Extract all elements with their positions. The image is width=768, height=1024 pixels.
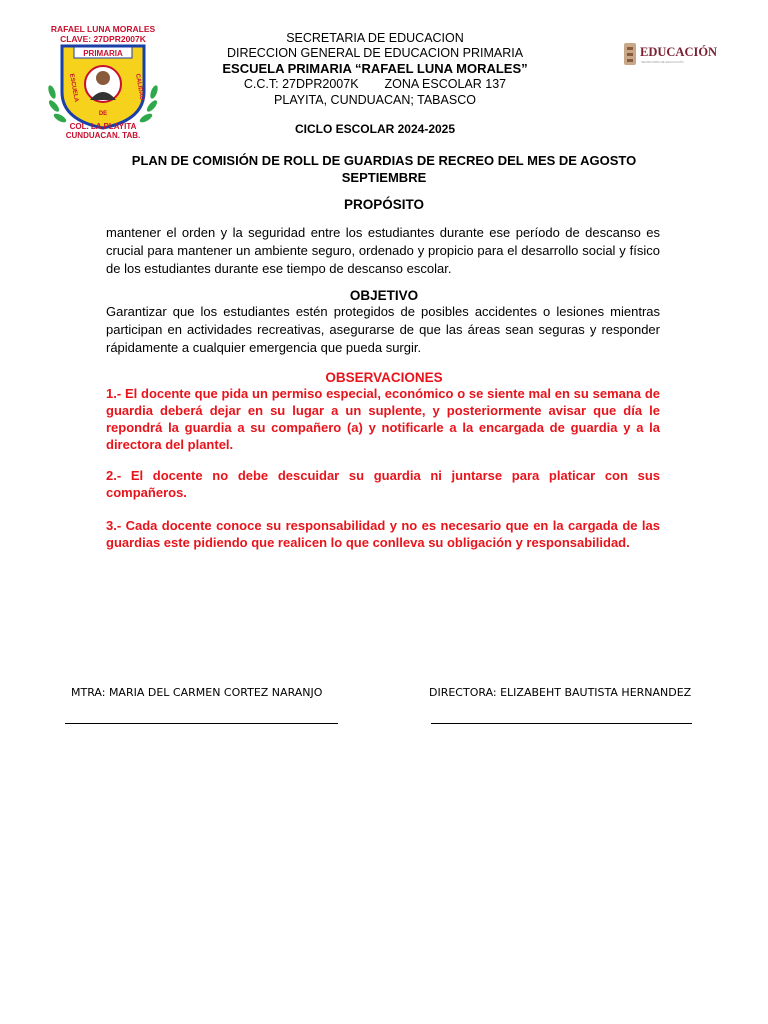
proposito-heading: PROPÓSITO xyxy=(343,197,425,212)
school-logo xyxy=(44,22,162,140)
observacion-3: 3.- Cada docente conoce su responsabilidad y no es necesario que en la cargada de las guardias este pidiendo que realicen lo que conlleva su obligación y responsabilidad. xyxy=(106,518,660,550)
logo-arc-left: ESCUELA xyxy=(68,73,79,103)
header-line1: SECRETARIA DE EDUCACION xyxy=(286,31,464,45)
zona: ZONA ESCOLAR 137 xyxy=(384,77,507,91)
logo-clave-line: CLAVE: 27DPR2007K xyxy=(60,34,146,44)
cct: C.C.T: 27DPR2007K xyxy=(243,77,359,91)
proposito-text: mantener el orden y la seguridad entre los estudiantes durante ese período de descanso es crucial para mantener un ambiente seguro, ordenado y propicio para el desarrollo social y físico de los estudiantes durante ese tiempo de descanso escolar. xyxy=(106,225,660,276)
school-name: ESCUELA PRIMARIA “RAFAEL LUNA MORALES” xyxy=(222,61,528,76)
location: PLAYITA, CUNDUACAN; TABASCO xyxy=(274,93,476,107)
observacion-2: 2.- El docente no debe descuidar su guardia ni juntarse para platicar con sus compañeros. xyxy=(106,468,660,500)
education-logo xyxy=(622,40,722,72)
signature-left-line xyxy=(65,723,338,724)
header-cct-row xyxy=(200,77,550,93)
school-cycle: CICLO ESCOLAR 2024-2025 xyxy=(294,122,456,136)
observacion-1: 1.- El docente que pida un permiso especial, económico o se siente mal en su semana de guardia deberá dejar en su lugar a un suplente, y posteriormente avisar que día le repondrá la guardia a su compañero (a) y notificarle a la encargada de guardia y a la directora del plantel. xyxy=(106,386,660,452)
logo-arc-bottom: DE xyxy=(98,111,108,117)
school-shield-icon xyxy=(44,22,162,140)
signature-left-label: MTRA: MARIA DEL CARMEN CORTEZ NARANJO xyxy=(71,686,323,699)
observaciones-heading: OBSERVACIONES xyxy=(325,370,443,385)
objetivo-text: Garantizar que los estudiantes estén protegidos de posibles accidentes o lesiones mientras participan en actividades recreativas, asegurarse de que las áreas sean seguras y responder rápidamente a cualquier emergencia que pueda surgir. xyxy=(106,304,660,355)
logo-town-line: CUNDUACAN. TAB. xyxy=(65,131,141,140)
education-logo-subtext: SECRETARÍA DE EDUCACIÓN xyxy=(641,60,684,64)
document-title xyxy=(90,152,678,186)
objetivo-heading: OBJETIVO xyxy=(349,288,419,303)
education-logo-text: EDUCACIÓN xyxy=(640,45,718,59)
title-line1: PLAN DE COMISIÓN DE ROLL DE GUARDIAS DE RECREO DEL MES DE AGOSTO xyxy=(131,153,637,168)
education-emblem-icon xyxy=(622,40,722,72)
signature-right-line xyxy=(431,723,692,724)
logo-col-line: COL. LA PLAYITA xyxy=(69,122,137,131)
logo-arc-right: CALIDAD xyxy=(134,73,145,101)
signature-right-label: DIRECTORA: ELIZABEHT BAUTISTA HERNANDEZ xyxy=(429,686,692,699)
title-line2: SEPTIEMBRE xyxy=(341,170,427,185)
logo-name-line: RAFAEL LUNA MORALES xyxy=(50,24,156,34)
header-line2: DIRECCION GENERAL DE EDUCACION PRIMARIA xyxy=(226,46,524,60)
logo-level: PRIMARIA xyxy=(83,49,123,58)
